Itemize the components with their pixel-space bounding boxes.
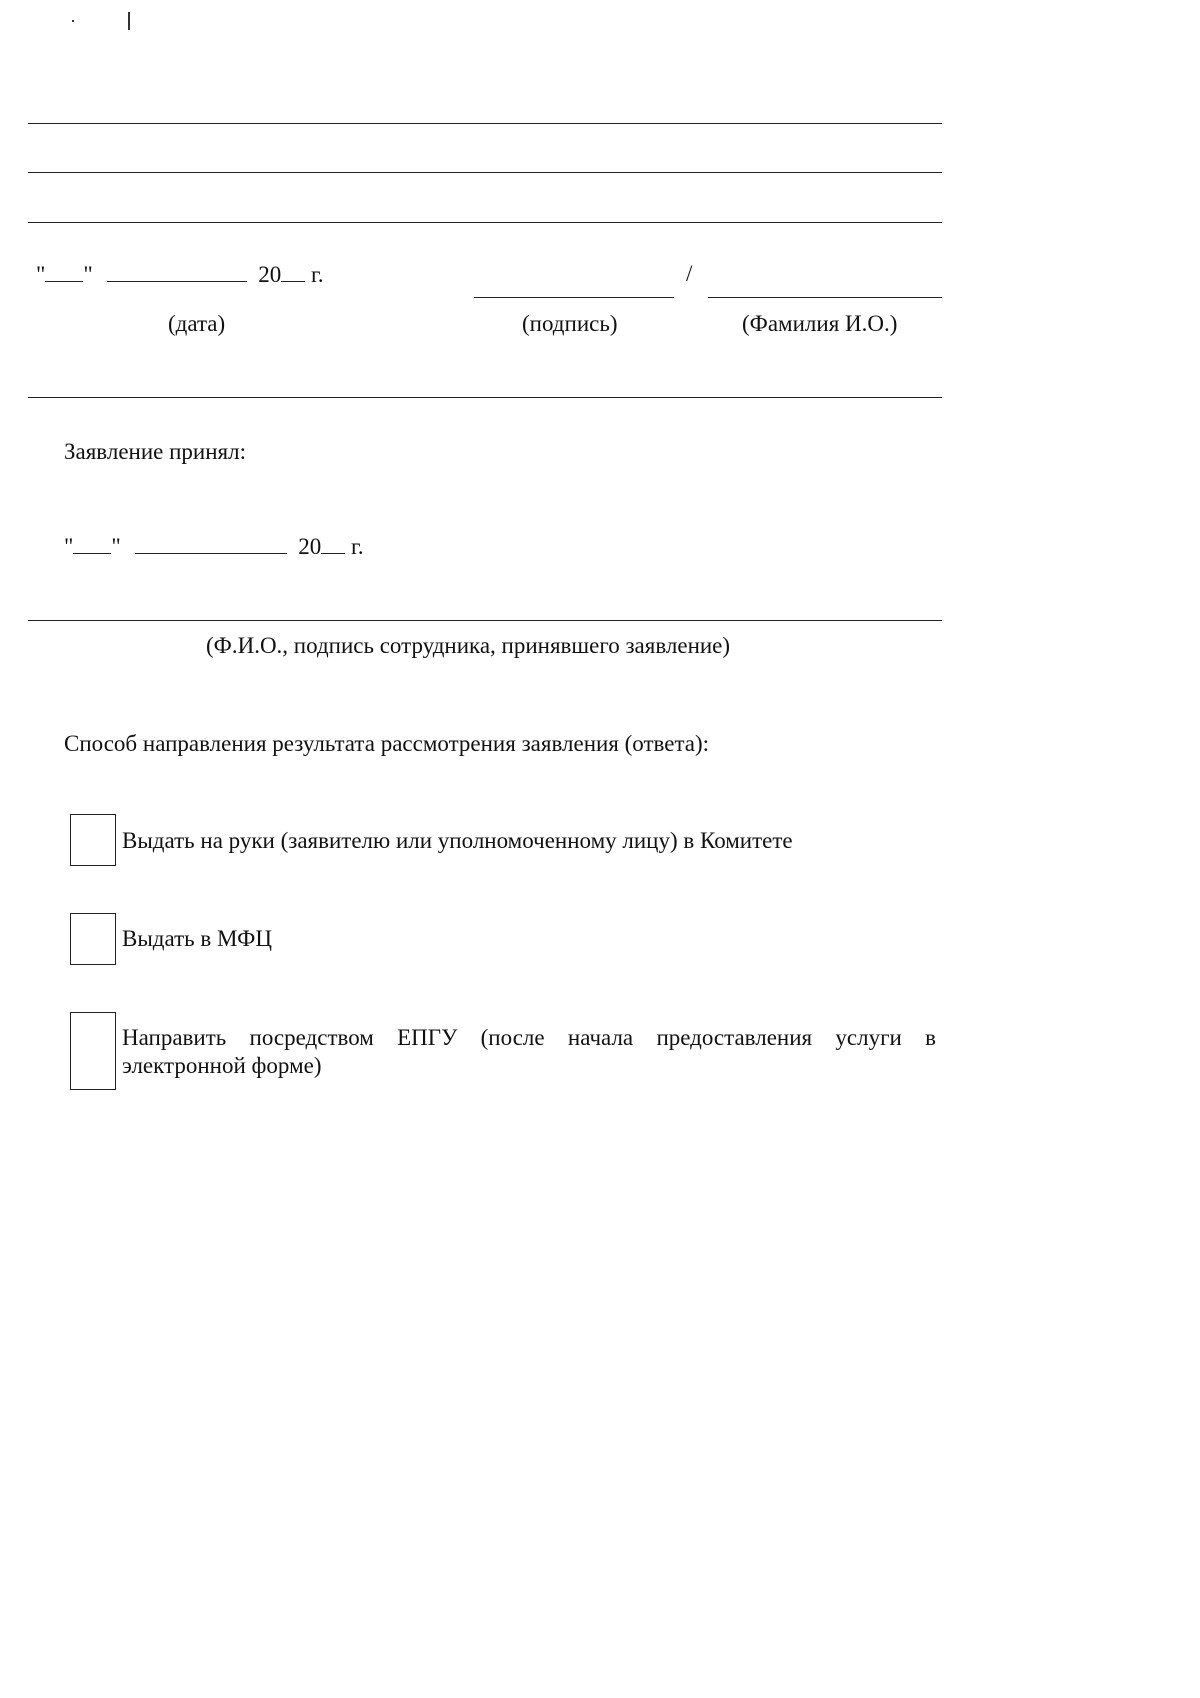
date-close-quote: " — [111, 534, 121, 559]
scan-mark — [128, 12, 130, 30]
employee-line — [28, 620, 942, 621]
accepted-date-line — [64, 533, 364, 561]
year-suffix: г. — [311, 262, 324, 287]
year-blank[interactable] — [281, 263, 305, 282]
month-blank[interactable] — [107, 263, 247, 282]
applicant-date-line — [36, 261, 324, 289]
date-close-quote: " — [83, 262, 93, 287]
checkbox-option-hand[interactable] — [70, 814, 116, 866]
name-line — [708, 297, 942, 298]
checkbox-option-mfc[interactable] — [70, 913, 116, 965]
delivery-heading: Способ направления результата рассмотрения заявления (ответа): — [64, 731, 710, 756]
checkbox-option-epgu[interactable] — [70, 1012, 116, 1090]
accepted-label: Заявление принял: — [64, 439, 247, 464]
day-blank[interactable] — [45, 263, 83, 282]
separator-line — [28, 397, 942, 398]
date-caption: (дата) — [168, 311, 226, 336]
name-caption: (Фамилия И.О.) — [742, 311, 898, 336]
date-open-quote: " — [36, 262, 46, 287]
blank-line-3 — [28, 222, 942, 223]
year-blank[interactable] — [321, 535, 345, 554]
option-mfc-label: Выдать в МФЦ — [122, 926, 272, 951]
scan-dot — [72, 20, 74, 22]
day-blank[interactable] — [73, 535, 111, 554]
year-suffix: г. — [351, 534, 364, 559]
date-open-quote: " — [64, 534, 74, 559]
blank-line-1 — [28, 123, 942, 124]
signature-line — [474, 297, 674, 298]
slash-separator: / — [686, 261, 693, 286]
option-hand-label: Выдать на руки (заявителю или уполномоченному лицу) в Комитете — [122, 828, 793, 853]
year-prefix: 20 — [298, 534, 322, 559]
year-prefix: 20 — [258, 262, 282, 287]
signature-caption: (подпись) — [522, 311, 618, 336]
employee-caption: (Ф.И.О., подпись сотрудника, принявшего заявление) — [206, 633, 731, 658]
option-epgu-label: Направить посредством ЕПГУ (после начала предоставления услуги в электронной форме) — [122, 1025, 936, 1078]
blank-line-2 — [28, 172, 942, 173]
month-blank[interactable] — [135, 535, 287, 554]
